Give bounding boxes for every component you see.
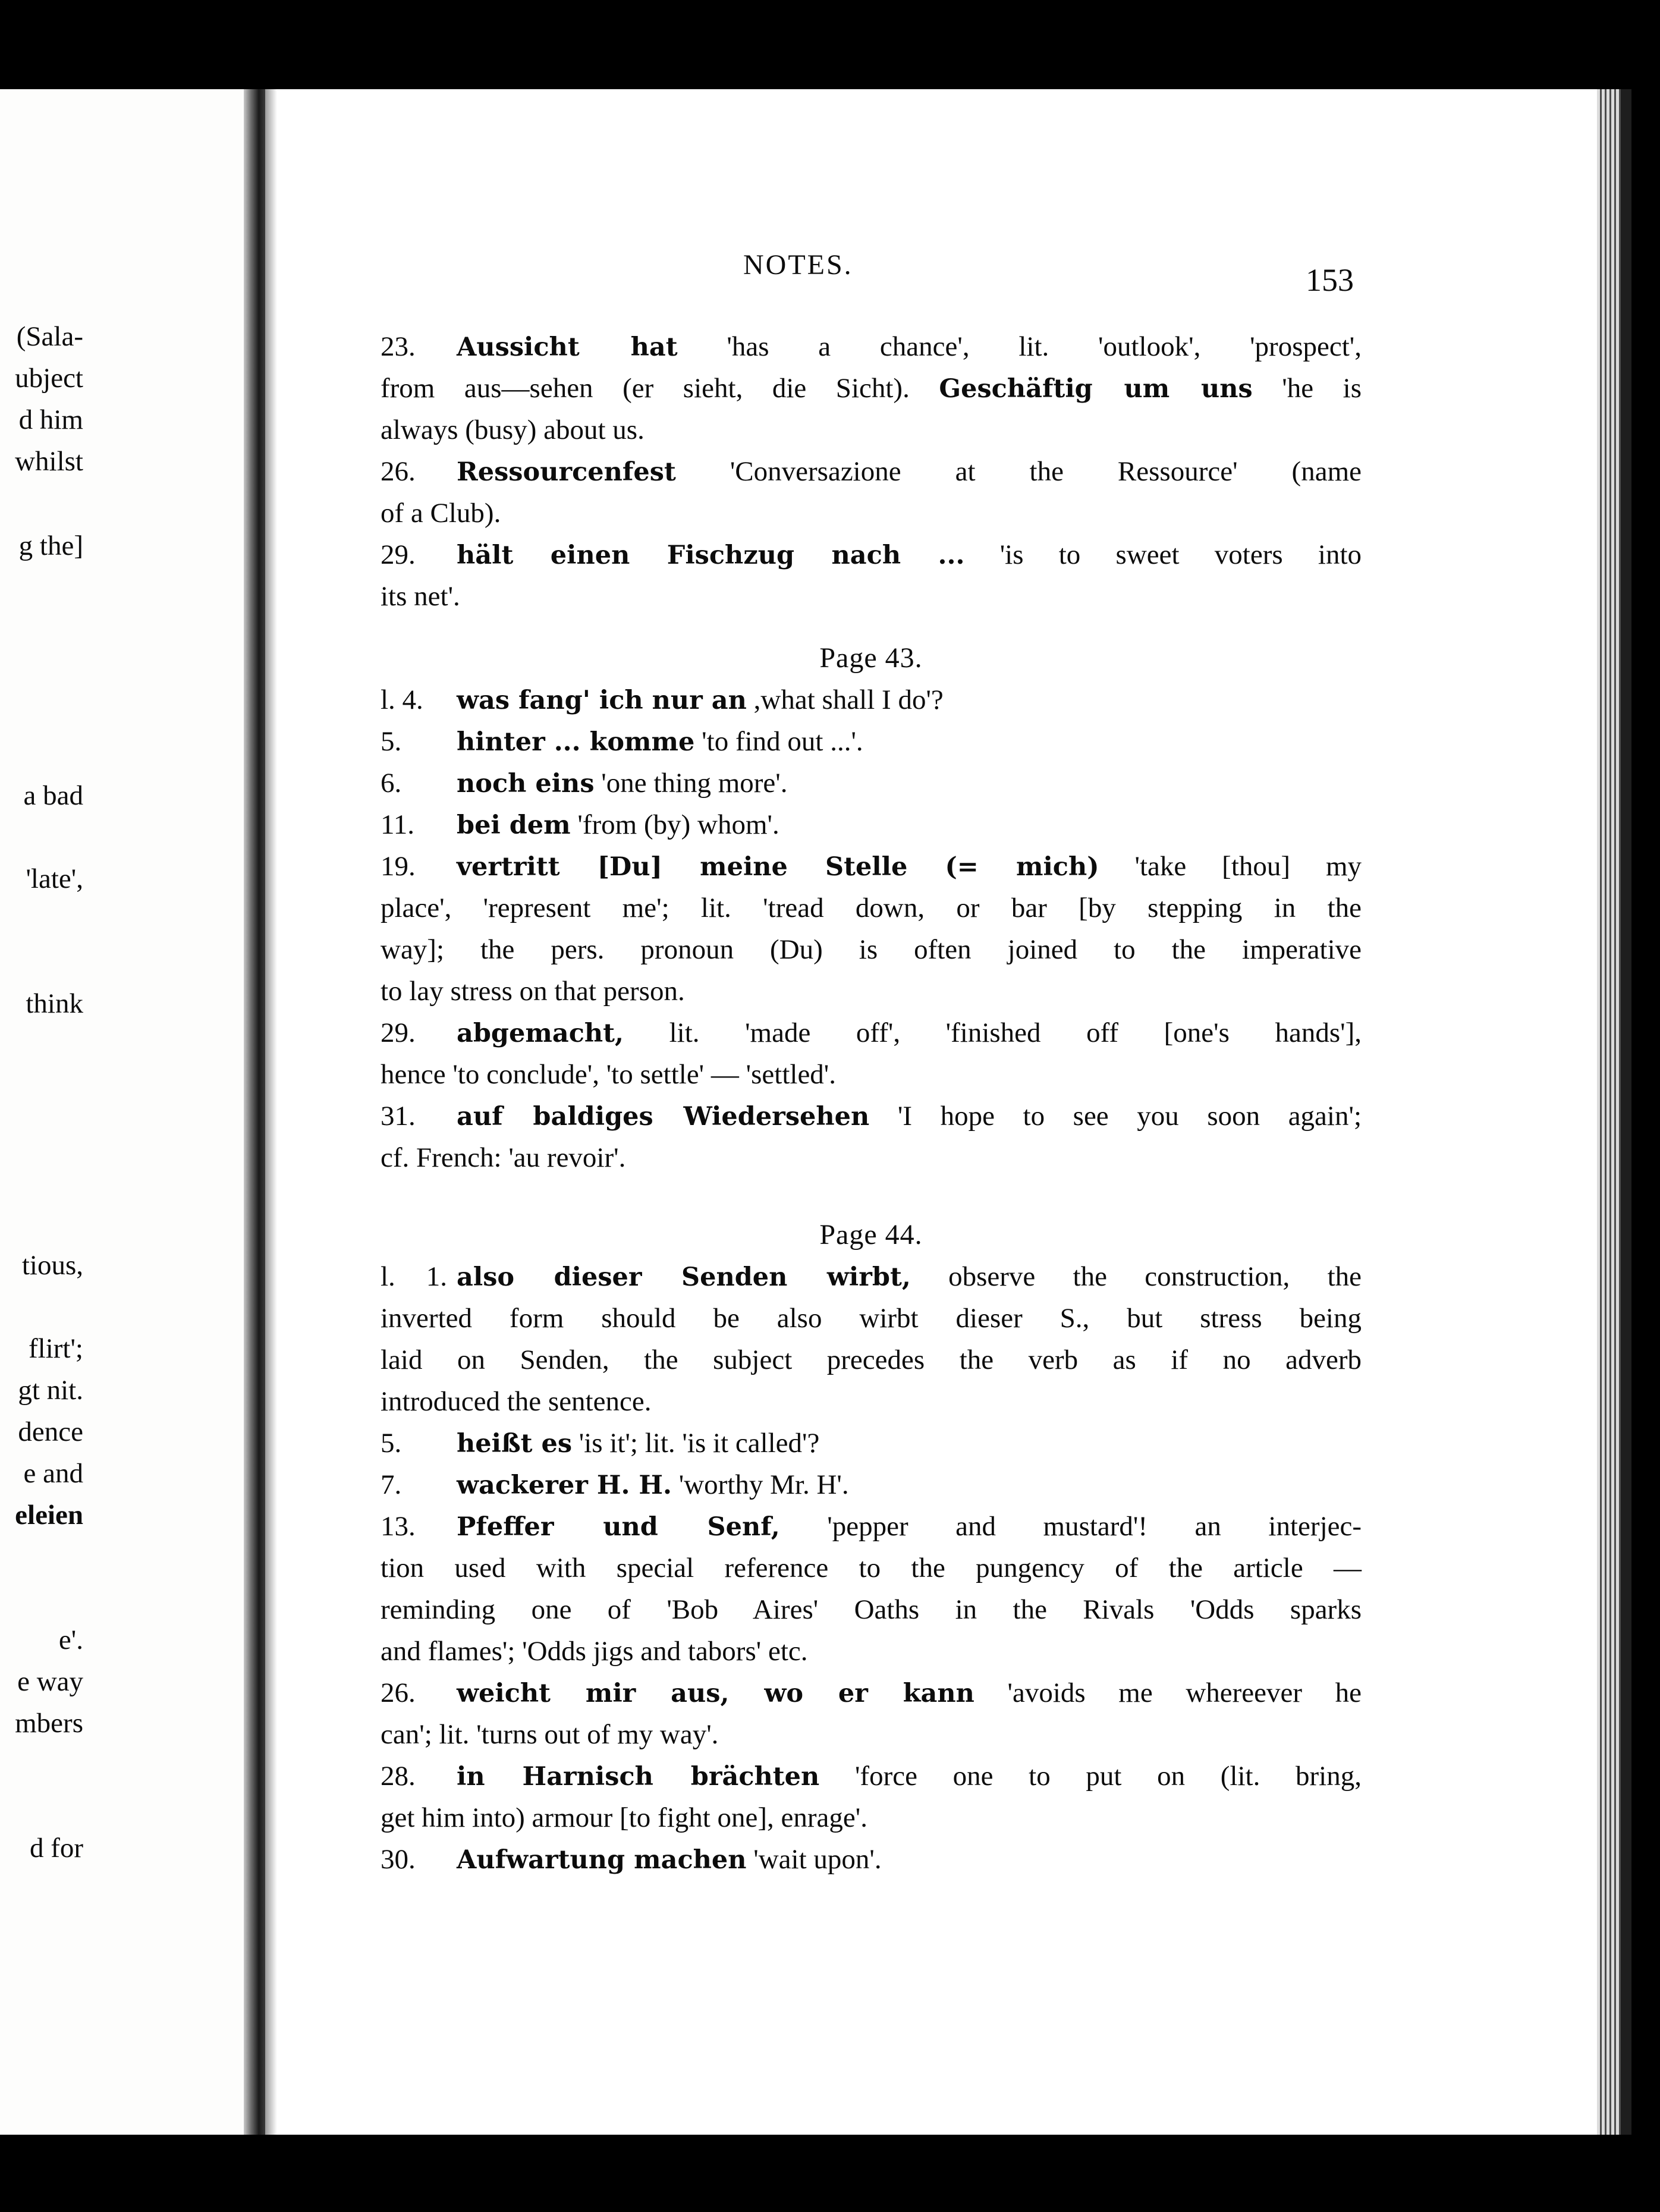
note-number: 11. xyxy=(381,809,415,840)
gloss: observe the construction, the xyxy=(948,1261,1362,1292)
note-line: reminding one of 'Bob Aires' Oaths in the Rivals 'Odds sparks xyxy=(381,1594,1362,1625)
left-fragment: dence xyxy=(18,1416,83,1447)
note-number: 5. xyxy=(381,1428,402,1459)
german-lemma: Ressourcenfest xyxy=(457,457,676,487)
gutter-shadow xyxy=(265,89,277,2135)
left-page xyxy=(0,89,244,2135)
german-lemma: heißt es xyxy=(457,1429,573,1459)
left-fragment: think xyxy=(26,988,83,1019)
gloss: 'has a chance', lit. 'outlook', 'prospect', xyxy=(727,331,1362,362)
note-number: 19. xyxy=(381,851,416,882)
note-line xyxy=(381,804,1362,846)
note-line: can'; lit. 'turns out of my way'. xyxy=(381,1719,719,1750)
note-number: 28. xyxy=(381,1761,416,1792)
left-fragment: g the] xyxy=(18,530,83,561)
note-line xyxy=(381,1256,1362,1297)
note-line xyxy=(381,1464,1362,1506)
note-line xyxy=(381,451,1362,492)
gloss: 'one thing more'. xyxy=(601,768,788,799)
german-lemma: wackerer H. H. xyxy=(457,1471,672,1500)
note-number: 23. xyxy=(381,331,416,362)
note-line xyxy=(381,326,1362,367)
left-fragment: (Sala- xyxy=(16,321,83,352)
note-line xyxy=(381,1422,1362,1464)
german-lemma: Geschäftig um uns xyxy=(939,374,1253,404)
left-fragment: mbers xyxy=(15,1708,83,1739)
german-lemma: hält einen Fischzug nach ... xyxy=(457,541,965,570)
note-line xyxy=(381,846,1362,887)
note-number: 13. xyxy=(381,1511,416,1542)
notes-section-page-43 xyxy=(381,637,1362,1179)
german-lemma: bei dem xyxy=(457,810,571,840)
german-lemma: hinter ... komme xyxy=(457,727,695,757)
note-line xyxy=(381,1755,1362,1797)
left-fragment: e way xyxy=(17,1666,83,1697)
note-line xyxy=(381,1095,1362,1137)
gloss: 'worthy Mr. H'. xyxy=(678,1469,849,1500)
gloss: ,what shall I do'? xyxy=(753,684,944,715)
note-line: always (busy) about us. xyxy=(381,414,644,445)
german-lemma: Aussicht hat xyxy=(457,332,678,362)
note-number: 26. xyxy=(381,456,416,487)
gloss: 'is it'; lit. 'is it called'? xyxy=(579,1428,820,1459)
note-number: 26. xyxy=(381,1677,416,1708)
note-line: laid on Senden, the subject precedes the verb as if no adverb xyxy=(381,1344,1362,1375)
note-line xyxy=(381,679,1362,721)
german-lemma: noch eins xyxy=(457,769,595,799)
section-heading: Page 44. xyxy=(819,1219,923,1250)
gloss: 'to find out ...'. xyxy=(702,726,863,757)
gloss: 'is to sweet voters into xyxy=(999,539,1362,570)
note-number: l. 1. xyxy=(381,1261,447,1292)
german-lemma: also dieser Senden wirbt, xyxy=(457,1262,911,1292)
note-line: place', 'represent me'; lit. 'tread down, or bar [by stepping in the xyxy=(381,893,1362,923)
left-fragment: a bad xyxy=(23,780,83,811)
note-number: 7. xyxy=(381,1469,402,1500)
note-line: get him into) armour [to fight one], enrage'. xyxy=(381,1802,867,1833)
german-lemma: abgemacht, xyxy=(457,1019,624,1048)
left-fragment: whilst xyxy=(15,446,83,477)
note-line xyxy=(381,367,1362,409)
notes-section-page-42 xyxy=(381,326,1362,617)
note-number: 29. xyxy=(381,1017,416,1048)
gloss: 'wait upon'. xyxy=(753,1844,882,1875)
note-line: inverted form should be also wirbt dieser S., but stress being xyxy=(381,1303,1362,1334)
note-number: 31. xyxy=(381,1101,416,1132)
note-line: hence 'to conclude', 'to settle' — 'settled'. xyxy=(381,1059,837,1090)
note-number: 6. xyxy=(381,768,402,799)
left-fragment: d him xyxy=(18,404,83,435)
gloss: 'avoids me whereever he xyxy=(1007,1677,1362,1708)
note-line xyxy=(381,1012,1362,1054)
note-number: 30. xyxy=(381,1844,416,1875)
gloss: lit. 'made off', 'finished off [one's hands'], xyxy=(669,1017,1362,1048)
page-edges xyxy=(1597,89,1621,2135)
book-gutter xyxy=(244,89,265,2135)
gloss: 'pepper and mustard'! an interjec- xyxy=(827,1511,1362,1542)
notes-section-page-44 xyxy=(381,1214,1362,1880)
left-fragment: flirt'; xyxy=(28,1333,83,1364)
note-line: introduced the sentence. xyxy=(381,1386,652,1417)
note-line: of a Club). xyxy=(381,498,501,529)
gloss: 'he is xyxy=(1282,373,1362,404)
gloss: 'take [thou] my xyxy=(1134,851,1362,882)
note-line xyxy=(381,762,1362,804)
note-number: 5. xyxy=(381,726,402,757)
german-lemma: Pfeffer und Senf, xyxy=(457,1512,780,1542)
note-line: and flames'; 'Odds jigs and tabors' etc. xyxy=(381,1636,808,1667)
left-fragment: eleien xyxy=(15,1500,83,1531)
note-line xyxy=(381,1672,1362,1714)
german-lemma: vertritt [Du] meine Stelle (= mich) xyxy=(457,852,1099,882)
page-number: 153 xyxy=(1306,262,1354,298)
german-lemma: in Harnisch brächten xyxy=(457,1762,820,1792)
left-fragment: 'late', xyxy=(26,863,83,894)
note-number: l. 4. xyxy=(381,684,423,715)
scan-bottom-border xyxy=(0,2135,1660,2212)
section-heading: Page 43. xyxy=(819,642,923,674)
running-head: NOTES. xyxy=(743,249,853,281)
gloss: 'force one to put on (lit. bring, xyxy=(854,1761,1362,1792)
note-number: 29. xyxy=(381,539,416,570)
note-line xyxy=(381,1839,1362,1880)
left-fragment: tious, xyxy=(21,1250,83,1281)
note-line: way]; the pers. pronoun (Du) is often joined to the imperative xyxy=(381,934,1362,965)
gloss: 'I hope to see you soon again'; xyxy=(897,1101,1362,1132)
german-lemma: was fang' ich nur an xyxy=(457,686,747,715)
german-lemma: auf baldiges Wiedersehen xyxy=(457,1102,870,1132)
left-fragment: e and xyxy=(23,1458,83,1489)
note-line xyxy=(381,534,1362,576)
note-line: cf. French: 'au revoir'. xyxy=(381,1142,626,1173)
note-line: tion used with special reference to the pungency of the article — xyxy=(381,1553,1362,1583)
left-fragment: gt nit. xyxy=(18,1375,83,1406)
scan-top-border xyxy=(0,0,1660,89)
gloss: 'from (by) whom'. xyxy=(577,809,779,840)
book-edge xyxy=(1621,89,1631,2135)
note-line xyxy=(381,721,1362,762)
note-line: its net'. xyxy=(381,581,460,612)
left-fragment: ubject xyxy=(15,363,83,394)
note-line xyxy=(381,1506,1362,1547)
german-lemma: weicht mir aus, wo er kann xyxy=(457,1679,974,1708)
left-fragment: d for xyxy=(29,1833,83,1864)
german-lemma: Aufwartung machen xyxy=(457,1845,747,1875)
left-fragment: e'. xyxy=(58,1625,83,1655)
gloss: from aus—sehen (er sieht, die Sicht). xyxy=(381,373,939,404)
note-line: to lay stress on that person. xyxy=(381,976,685,1007)
gloss: 'Conversazione at the Ressource' (name xyxy=(730,456,1362,487)
